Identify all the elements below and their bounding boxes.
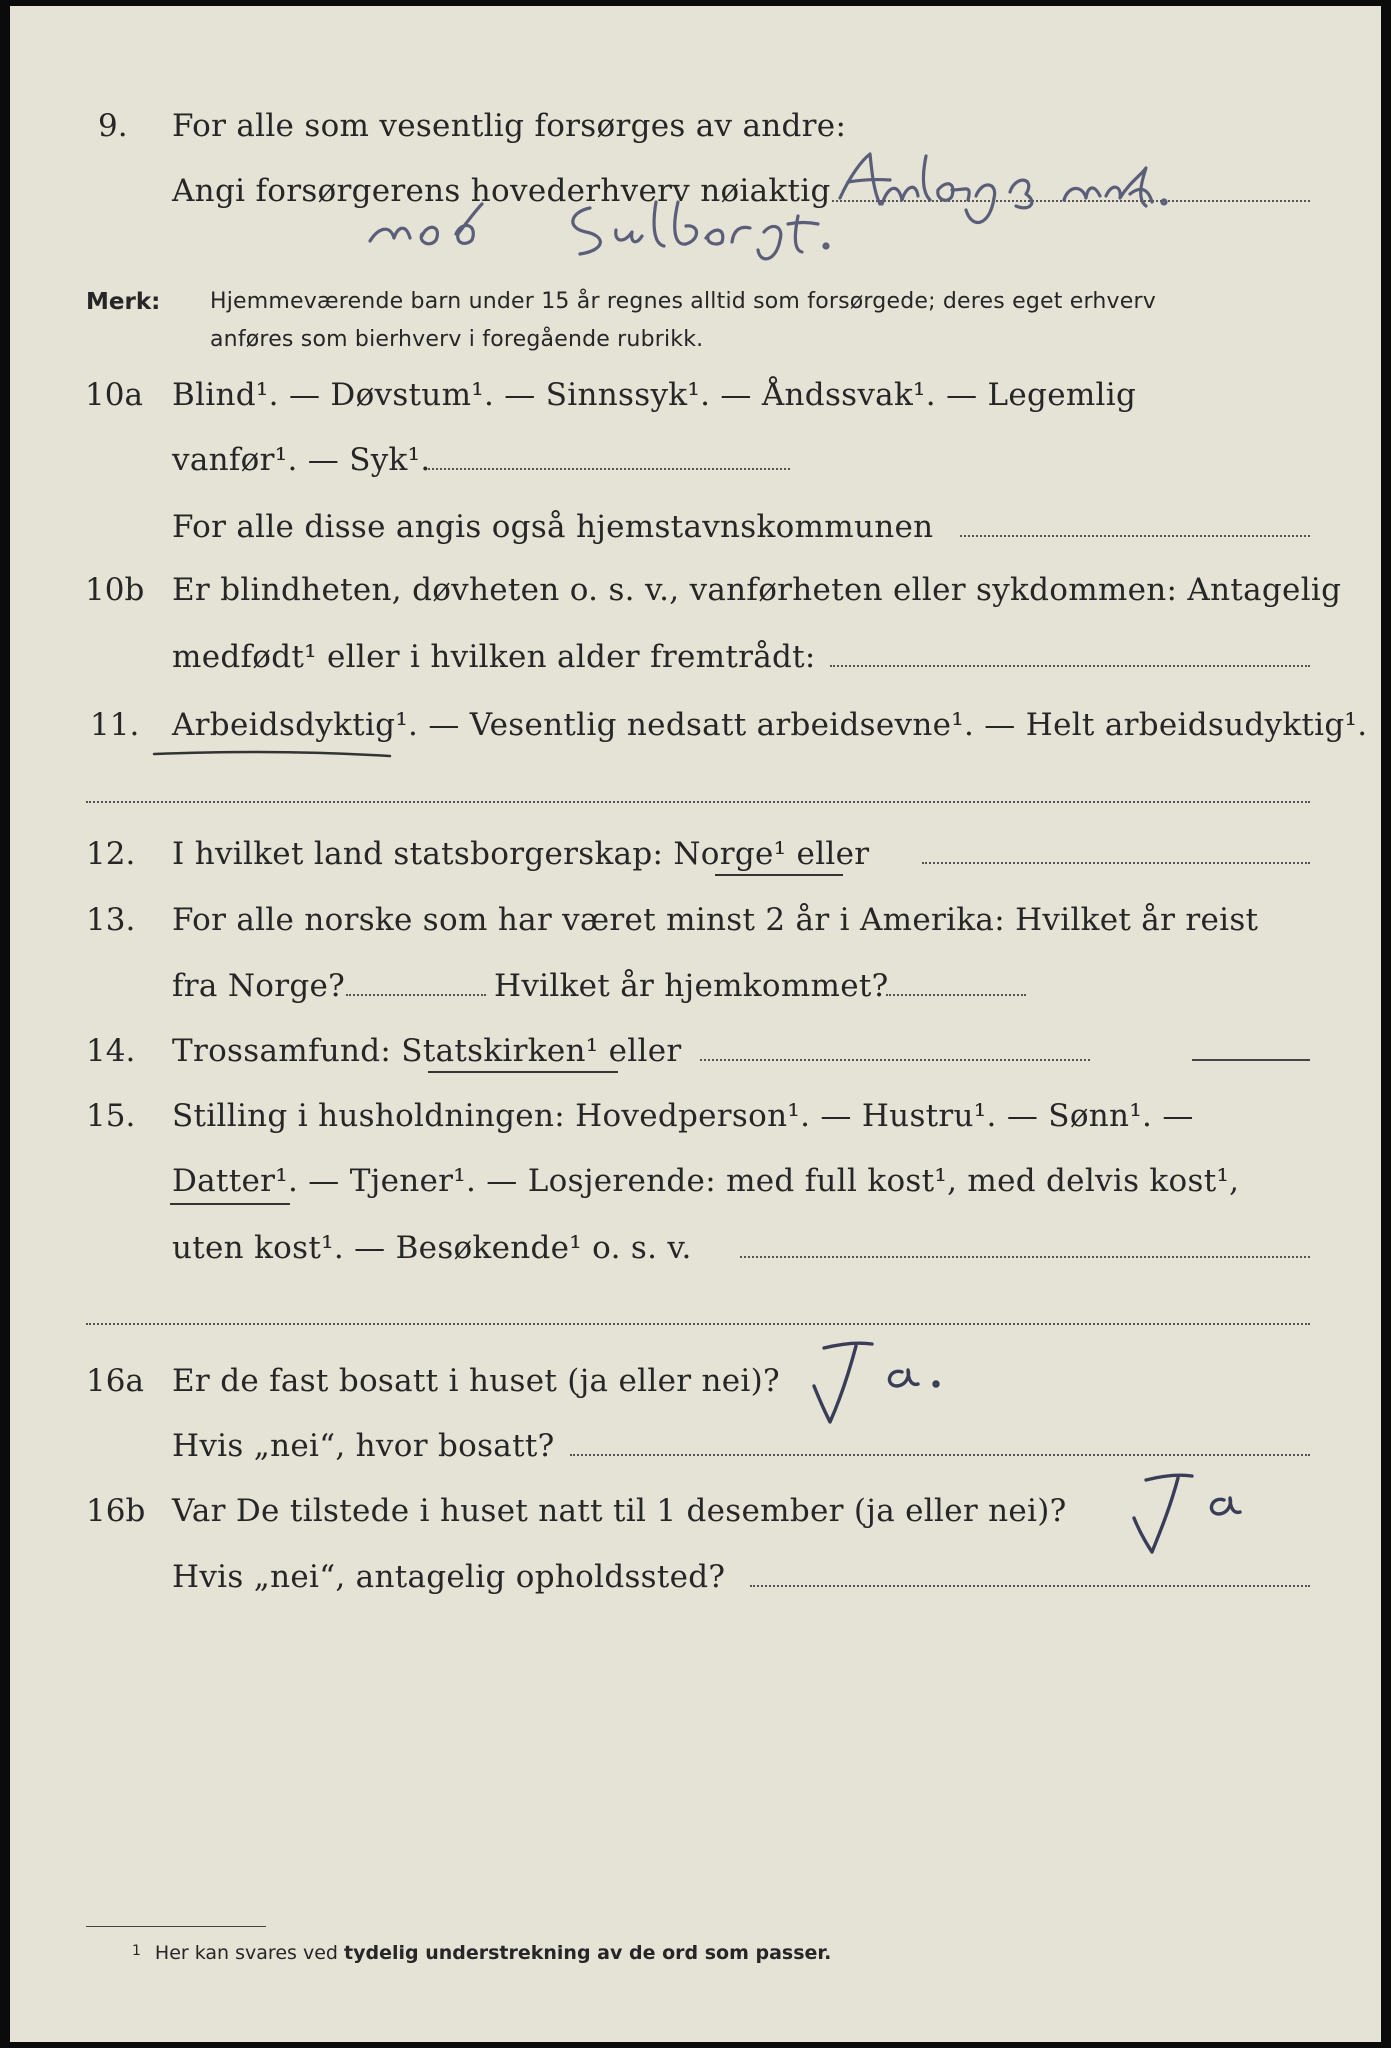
- q16b-number: 16b: [86, 1493, 146, 1529]
- q10a-line1: Blind¹. — Døvstum¹. — Sinnssyk¹. — Åndssvak¹. — Legemlig: [172, 377, 1137, 413]
- q11-underline-arbeidsdyktig: [150, 746, 410, 766]
- q10b-answer-line: [830, 665, 1310, 667]
- q16a-number: 16a: [86, 1363, 144, 1399]
- section-divider-2: [86, 1323, 1310, 1325]
- q9-line1: For alle som vesentlig forsørges av andre:: [172, 108, 847, 144]
- footnote-text-bold: tydelig understrekning av de ord som passer.: [344, 1942, 832, 1964]
- q16a-handwritten-answer: [810, 1336, 960, 1436]
- q9-handwritten-answer: [370, 146, 1310, 256]
- q15-answer-line: [740, 1256, 1310, 1258]
- merk-line1: Hjemmeværende barn under 15 år regnes alltid som forsørgede; deres eget erhverv: [210, 289, 1156, 314]
- q16b-handwritten-answer: [1128, 1466, 1278, 1566]
- q12-underline-norge: [715, 874, 843, 876]
- q10a-hjemstavn-line: [960, 535, 1310, 537]
- q13-line2b: Hvilket år hjemkommet?: [494, 968, 889, 1004]
- q15-underline-datter: [170, 1203, 290, 1205]
- q16b-line2: Hvis „nei“, antagelig opholdssted?: [172, 1559, 726, 1595]
- q12-line1: I hvilket land statsborgerskap: Norge¹ eller: [172, 836, 870, 872]
- q9-line2: Angi forsørgerens hovederhverv nøiaktig: [172, 173, 831, 209]
- footnote-mark: 1: [132, 1943, 141, 1959]
- footnote-rule: [86, 1926, 266, 1927]
- q13-line2a: fra Norge?: [172, 968, 346, 1004]
- q13-number: 13.: [86, 902, 136, 938]
- q10b-line1: Er blindheten, døvheten o. s. v., vanførheten eller sykdommen: Antagelig: [172, 572, 1342, 608]
- q15-number: 15.: [86, 1098, 136, 1134]
- q15-line3: uten kost¹. — Besøkende¹ o. s. v.: [172, 1230, 692, 1266]
- q10a-syk-line: [428, 468, 790, 470]
- q14-underline-statskirken: [428, 1071, 618, 1073]
- q14-answer-line-end: [1192, 1059, 1310, 1061]
- merk-label: Merk:: [86, 289, 161, 315]
- q14-line1: Trossamfund: Statskirken¹ eller: [172, 1033, 682, 1069]
- footnote: [132, 1938, 831, 1966]
- q14-number: 14.: [86, 1033, 136, 1069]
- q12-number: 12.: [86, 836, 136, 872]
- q13-reist-line: [346, 994, 486, 996]
- q15-line1: Stilling i husholdningen: Hovedperson¹. — Hustru¹. — Sønn¹. —: [172, 1098, 1194, 1134]
- q10a-line3: For alle disse angis også hjemstavnskommunen: [172, 509, 934, 545]
- footnote-text-plain: Her kan svares ved: [154, 1942, 338, 1964]
- q11-number: 11.: [90, 707, 140, 743]
- q15-line2: Datter¹. — Tjener¹. — Losjerende: med full kost¹, med delvis kost¹,: [172, 1163, 1240, 1199]
- q11-line1: Arbeidsdyktig¹. — Vesentlig nedsatt arbeidsevne¹. — Helt arbeidsudyktig¹.: [172, 707, 1368, 743]
- q13-line1: For alle norske som har været minst 2 år i Amerika: Hvilket år reist: [172, 902, 1259, 938]
- q10b-number: 10b: [85, 572, 145, 608]
- q16b-opholdssted-line: [750, 1585, 1310, 1587]
- merk-line2: anføres som bierhverv i foregående rubrikk.: [210, 327, 704, 352]
- q16b-line1: Var De tilstede i huset natt til 1 desember (ja eller nei)?: [172, 1493, 1067, 1529]
- q16a-bosatt-line: [570, 1454, 1310, 1456]
- q16a-line1: Er de fast bosatt i huset (ja eller nei)?: [172, 1363, 780, 1399]
- q10a-line2: vanfør¹. — Syk¹.: [172, 442, 431, 478]
- q9-number: 9.: [98, 108, 128, 144]
- q10a-number: 10a: [85, 377, 143, 413]
- section-divider-1: [86, 801, 1310, 803]
- q13-hjemkommet-line: [886, 994, 1026, 996]
- q14-answer-line: [700, 1059, 1090, 1061]
- q10b-line2: medfødt¹ eller i hvilken alder fremtrådt:: [172, 639, 816, 675]
- q12-answer-line: [922, 862, 1310, 864]
- q16a-line2: Hvis „nei“, hvor bosatt?: [172, 1428, 555, 1464]
- census-form-page: [10, 6, 1381, 2042]
